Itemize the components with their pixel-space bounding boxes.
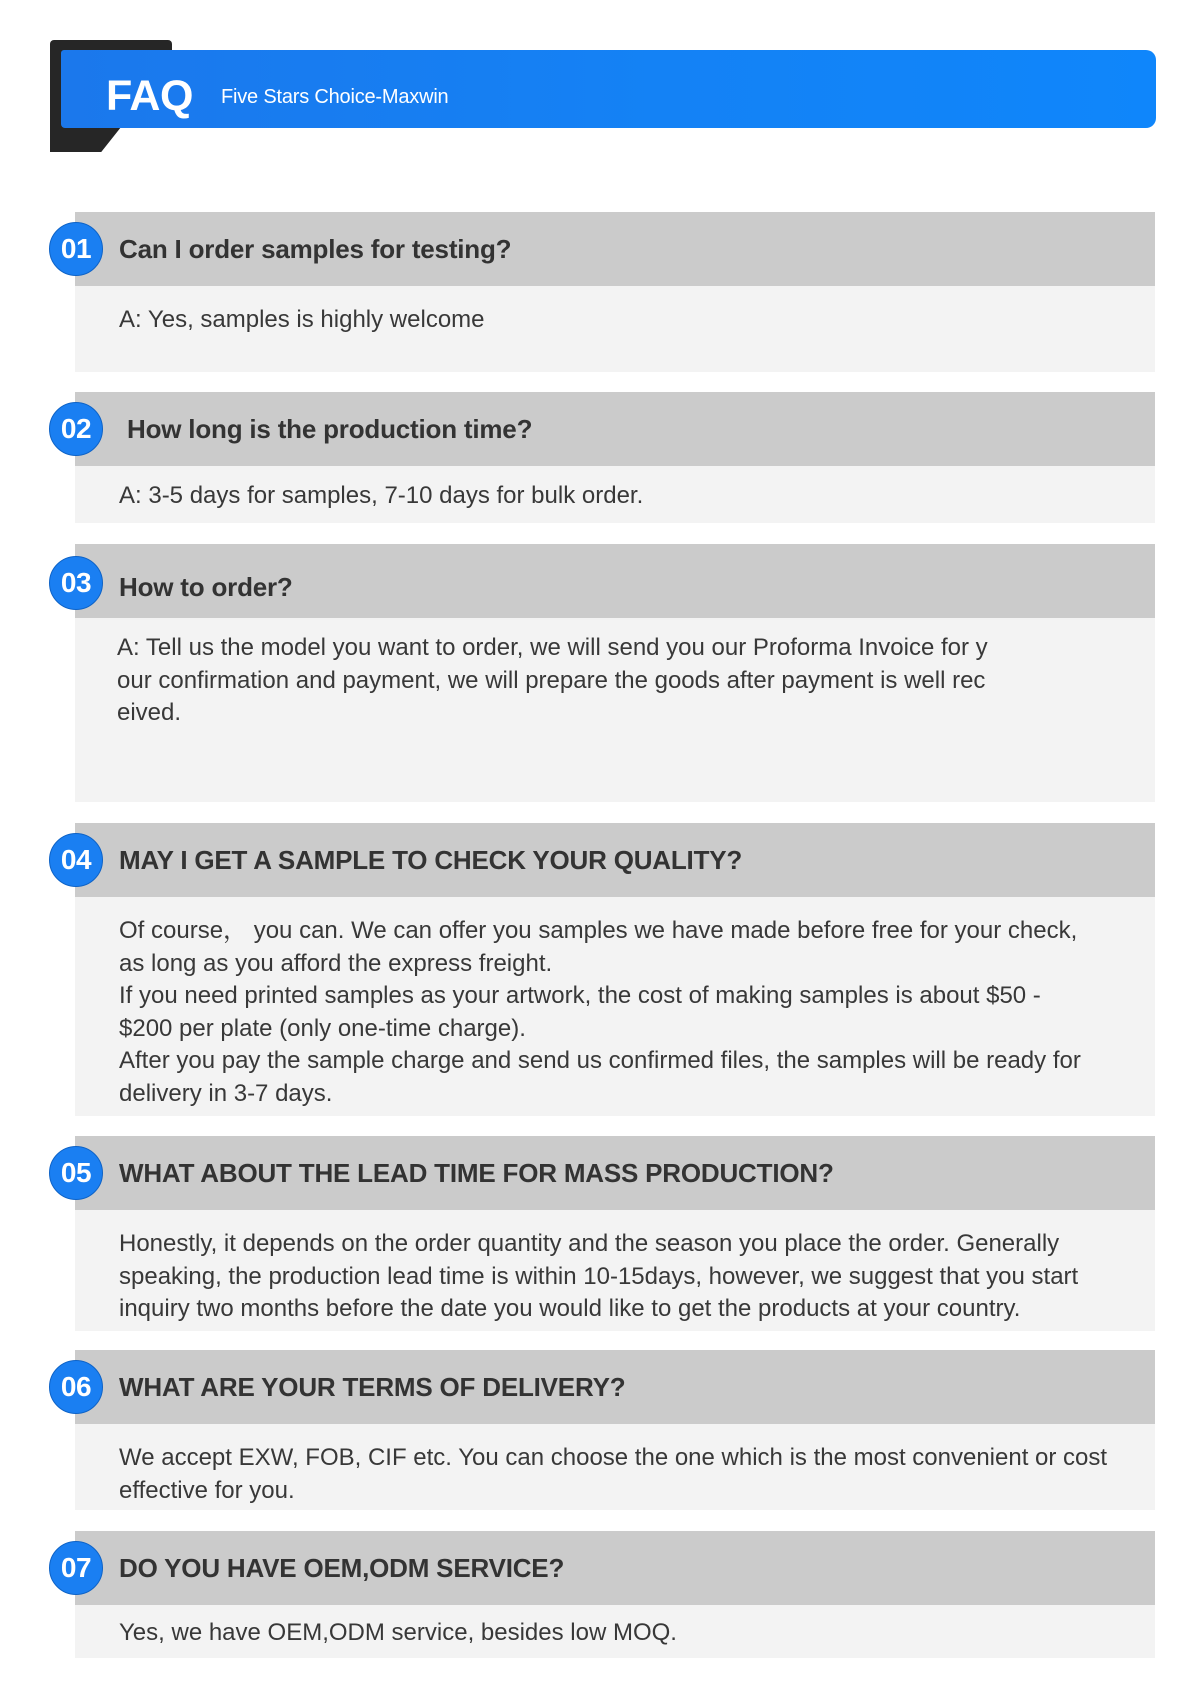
faq-item-01 — [60, 212, 1155, 372]
question-text: How long is the production time? — [127, 414, 533, 444]
question-bar — [75, 1531, 1155, 1605]
answer-panel — [75, 618, 1155, 802]
faq-item-02 — [60, 392, 1155, 523]
question-bar — [75, 823, 1155, 897]
question-text: How to order? — [119, 572, 293, 602]
question-bar — [75, 1350, 1155, 1424]
number-badge: 07 — [49, 1541, 103, 1595]
answer-panel — [75, 286, 1155, 372]
faq-item-05 — [60, 1136, 1155, 1331]
question-text: DO YOU HAVE OEM,ODM SERVICE? — [119, 1553, 565, 1583]
number-badge: 02 — [49, 402, 103, 456]
answer-text: A: Tell us the model you want to order, we will send you our Proforma Invoice for y our confirmation and payment, we will prepare the goods after payment is well rec eived. — [117, 634, 988, 726]
answer-panel — [75, 1210, 1155, 1331]
question-bar — [75, 212, 1155, 286]
answer-panel — [75, 466, 1155, 523]
faq-banner — [50, 40, 1156, 152]
answer-text: A: 3-5 days for samples, 7-10 days for bulk order. — [119, 482, 644, 509]
faq-item-04 — [60, 823, 1155, 1116]
banner-blue-bar — [61, 50, 1156, 128]
answer-text: Of course， you can. We can offer you samples we have made before free for your check, as long as you afford the express freight. If you need printed samples as your artwork, the cost of making samples is about $50 - $200 per plate (only one-time charge). After you pay the sample charge and send us confirmed files, the samples will be ready for delivery in 3-7 days. — [119, 917, 1081, 1107]
question-text: Can I order samples for testing? — [119, 234, 512, 264]
question-text: WHAT ARE YOUR TERMS OF DELIVERY? — [119, 1372, 626, 1402]
question-text: MAY I GET A SAMPLE TO CHECK YOUR QUALITY? — [119, 845, 743, 875]
question-text: WHAT ABOUT THE LEAD TIME FOR MASS PRODUCTION? — [119, 1158, 834, 1188]
faq-item-07 — [60, 1531, 1155, 1658]
answer-text: We accept EXW, FOB, CIF etc. You can choose the one which is the most convenient or cost effective for you. — [119, 1444, 1108, 1504]
number-badge: 01 — [49, 222, 103, 276]
number-badge: 04 — [49, 833, 103, 887]
faq-item-06 — [60, 1350, 1155, 1510]
answer-panel — [75, 1424, 1155, 1510]
answer-panel — [75, 897, 1155, 1116]
answer-text: Yes, we have OEM,ODM service, besides low MOQ. — [119, 1619, 677, 1646]
number-badge: 06 — [49, 1360, 103, 1414]
question-bar — [75, 544, 1155, 618]
number-badge: 05 — [49, 1146, 103, 1200]
answer-text: Honestly, it depends on the order quantity and the season you place the order. Generally speaking, the production lead time is within 10-15days, however, we suggest that you start inquiry two months before the date you would like to get the products at your country. — [119, 1230, 1079, 1322]
faq-item-03 — [60, 544, 1155, 802]
answer-panel — [75, 1605, 1155, 1658]
number-badge: 03 — [49, 556, 103, 610]
question-bar — [75, 1136, 1155, 1210]
page-subtitle: Five Stars Choice-Maxwin — [221, 86, 449, 108]
question-bar — [75, 392, 1155, 466]
answer-text: A: Yes, samples is highly welcome — [119, 306, 485, 333]
page-title: FAQ — [106, 72, 193, 120]
